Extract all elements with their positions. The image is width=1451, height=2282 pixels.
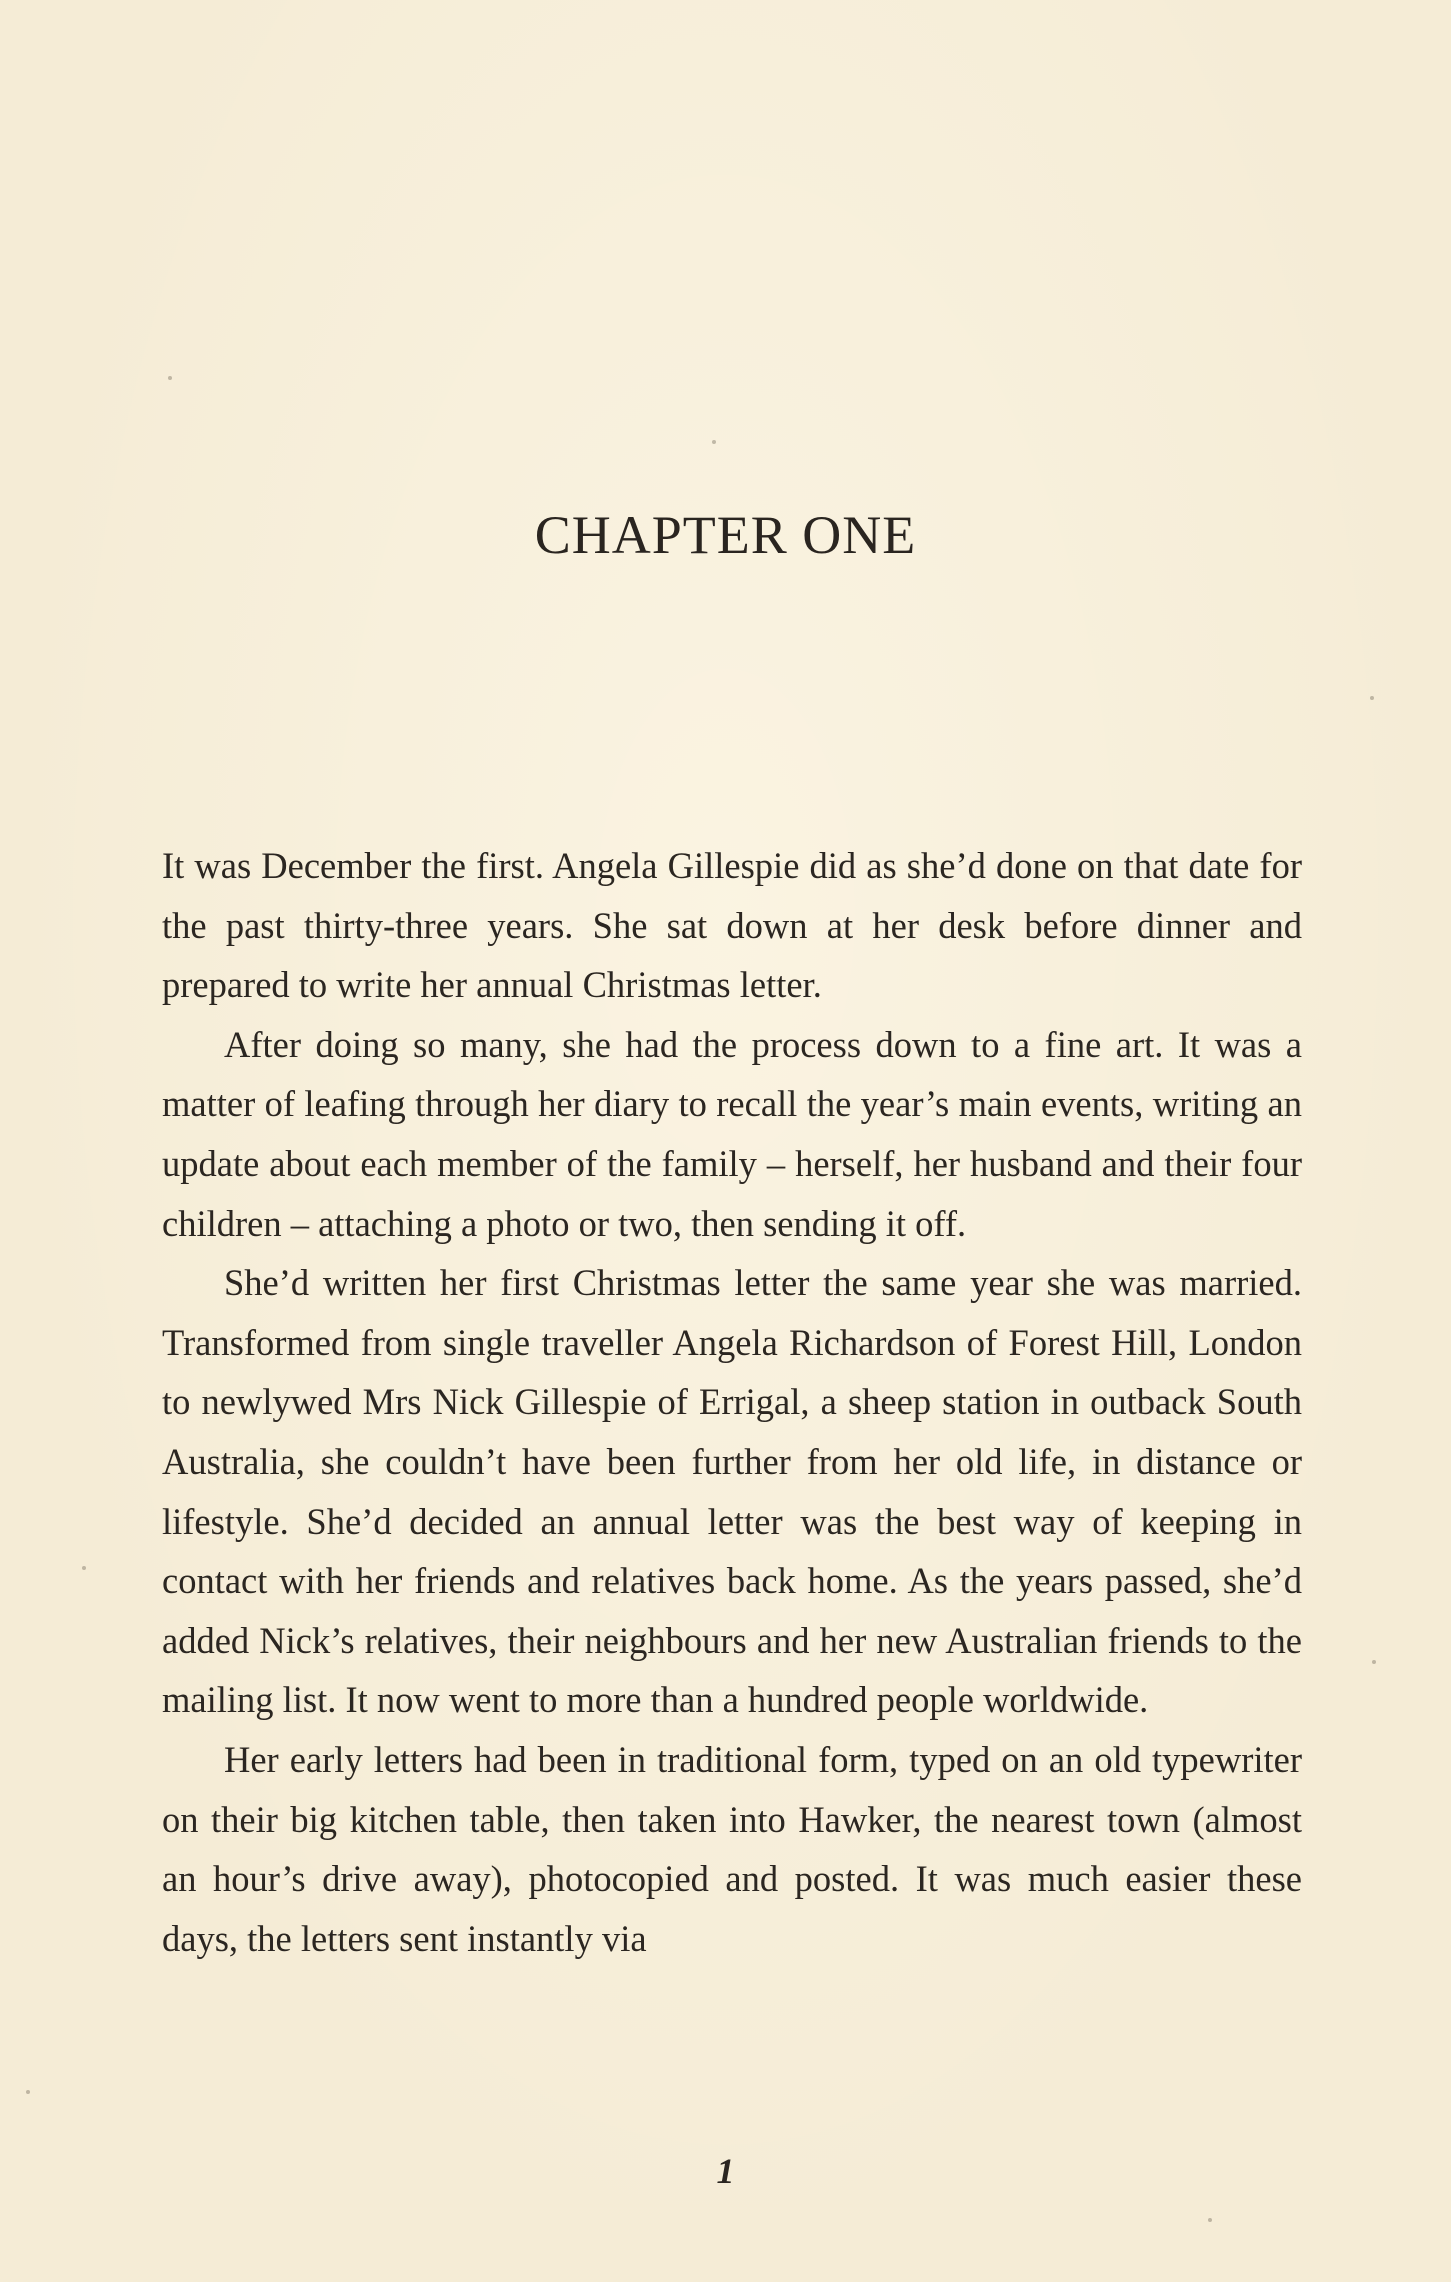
chapter-body [162,836,1302,1968]
paragraph: It was December the first. Angela Gillespie did as she’d done on that date for the past thirty-three years. She sat down at her desk before dinner and prepared to write her annual Christmas letter. [162,845,1302,1006]
paragraph: Her early letters had been in traditional form, typed on an old typewriter on their big kitchen table, then taken into Hawker, the nearest town (almost an hour’s drive away), photocopied and posted. It was much easier these days, the letters sent instantly via [162,1738,1302,1959]
chapter-title: CHAPTER ONE [534,505,917,566]
paper-speck [168,376,172,380]
paragraph: She’d written her first Christmas letter the same year she was married. Transformed from single traveller Angela Richardson of Forest Hill, London to newlywed Mrs Nick Gillespie of Errigal, a sheep station in outback South Australia, she couldn’t have been further from her old life, in distance or lifestyle. She’d decided an annual letter was the best way of keeping in contact with her friends and relatives back home. As the years passed, she’d added Nick’s relatives, their neighbours and her new Australian friends to the mailing list. It now went to more than a hundred people worldwide. [162,1262,1302,1721]
paper-speck [1372,1660,1376,1664]
paper-speck [712,440,716,444]
paragraph: After doing so many, she had the process down to a fine art. It was a matter of leafing through her diary to recall the year’s main events, writing an update about each member of the family – herself, her husband and their four children – attaching a photo or two, then sending it off. [162,1023,1302,1244]
paper-speck [26,2090,30,2094]
paper-speck [1208,2218,1212,2222]
paper-speck [1370,696,1374,700]
page-number: 1 [716,2151,735,2191]
paper-speck [82,1566,86,1570]
